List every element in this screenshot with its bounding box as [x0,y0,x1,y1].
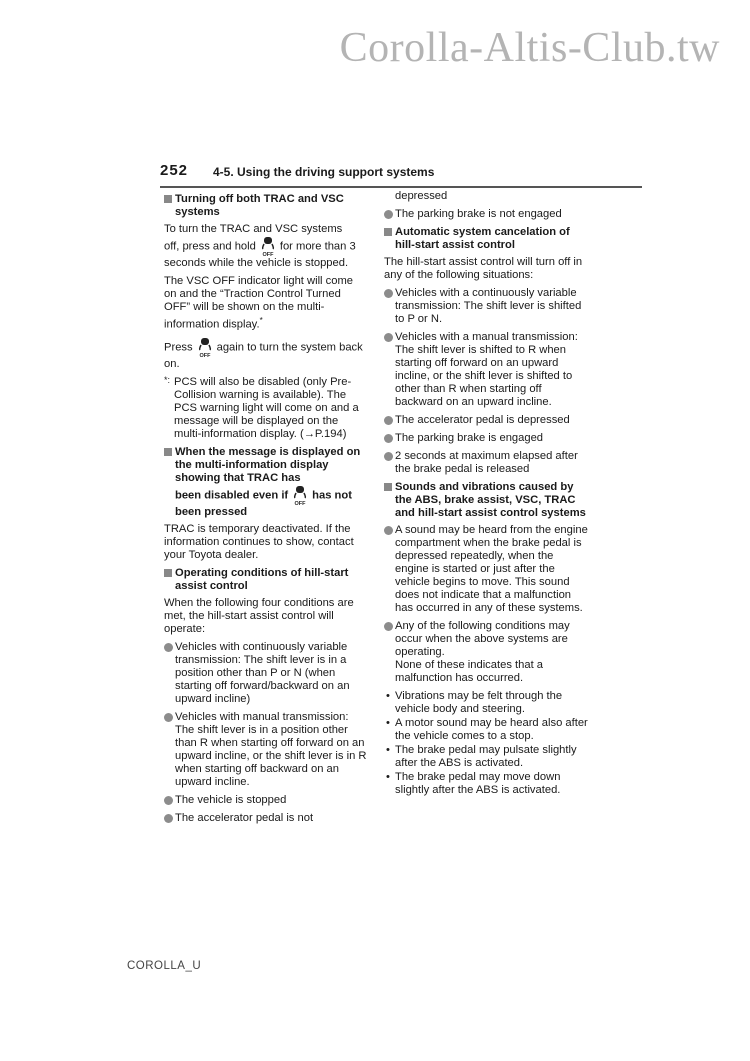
sub-list-item-text: Vibrations may be felt through the vehicle body and steering. [395,690,563,715]
list-item-text: The parking brake is not engaged [395,208,562,220]
sub-bullet-icon: • [386,771,390,783]
square-bullet-icon [384,228,392,236]
svg-text:OFF: OFF [199,352,211,358]
bullet-icon [384,333,393,342]
svg-text:OFF: OFF [294,500,306,506]
watermark: Corolla-Altis-Club.tw [339,25,720,71]
bullet-icon [164,814,173,823]
list-item-text: The vehicle is stopped [175,793,287,806]
text: The VSC OFF indicator light will come on and the “Traction Control Turned OFF” will be shown on the multi-information display. [164,275,354,331]
square-bullet-icon [164,195,172,203]
sub-list-item-text: The brake pedal may move down slightly after the ABS is activated. [395,771,561,796]
sub-bullet-icon: • [386,717,390,729]
heading-turning-off [164,193,367,219]
text: again to turn the system back on. [164,341,363,370]
text: Press [164,341,193,354]
list-item [384,432,589,445]
page-number: 252 [160,162,189,179]
list-item [384,414,589,427]
list-item-text: Vehicles with a continuously variable transmission: The shift lever is shifted to P or N. [395,287,582,325]
square-bullet-icon [384,483,392,491]
footnote-marker: * [259,316,263,325]
paragraph: When the following four conditions are met, the hill-start assist control will operate: [164,596,354,635]
sub-list-item-text: The brake pedal may pulsate slightly after the ABS is activated. [395,744,577,769]
list-item-text: Vehicles with a manual transmission: The shift lever is shifted to R when starting off forward on an upward incline, or the shift lever is shifted to other than R when starting off backward on an upward incline. [395,331,578,408]
list-item [384,450,589,476]
text: off, press and hold [164,240,256,253]
list-item [384,620,589,685]
list-item-text: The parking brake is engaged [395,432,544,444]
list-item-text: A sound may be heard from the engine compartment when the brake pedal is depressed repeatedly, when the engine is started or just after the vehicle begins to move. This sound does not indicate that a malfunction has occurred in any of these systems. [395,524,588,614]
heading-operating-conditions [164,567,367,593]
list-item-text: depressed [395,190,448,202]
list-item [164,711,367,789]
vsc-off-switch-icon [292,485,308,506]
sub-bullet-icon: • [386,744,390,756]
list-item [164,812,367,825]
list-item-text: 2 seconds at maximum elapsed after the brake pedal is released [395,450,578,475]
footer-model-code: COROLLA_U [127,960,202,972]
list-item-text: None of these indicates that a malfunction has occurred. [395,659,544,684]
sub-bullet-icon: • [386,690,390,702]
text: To turn the TRAC and VSC systems [164,223,343,235]
footnote-marker: *: [164,374,171,385]
left-column [164,190,367,830]
sub-list-item [384,690,589,716]
list-item-text: The accelerator pedal is not [175,811,314,824]
paragraph: The hill-start assist control will turn off in any of the following situations: [384,256,583,281]
heading-sounds-vibrations [384,481,589,520]
bullet-icon [164,796,173,805]
list-item-text: Vehicles with continuously variable transmission: The shift lever is in a position other than P or N (when starting off forward/backward on an upward incline) [175,640,350,705]
heading-text: Automatic system cancelation of hill-start assist control [395,226,570,251]
heading-text: been disabled even if [175,489,289,502]
bullet-icon [384,434,393,443]
list-item [384,208,589,221]
bullet-icon [384,210,393,219]
vsc-off-switch-icon [197,337,213,358]
text: for more than 3 seconds while the vehicle is stopped. [164,240,356,269]
sub-list-item [384,771,589,797]
sub-list-item [384,744,589,770]
list-item [164,641,367,706]
right-column [384,190,589,798]
list-item [384,331,589,409]
bullet-icon [384,416,393,425]
heading-text: When the message is displayed on the multi-information display showing that TRAC has [175,445,361,484]
paragraph [164,337,367,371]
bullet-icon [384,622,393,631]
list-item [164,794,367,807]
paragraph: TRAC is temporary deactivated. If the information continues to show, contact your Toyota dealer. [164,522,354,561]
square-bullet-icon [164,448,172,456]
footnote [164,376,367,441]
bullet-icon [164,643,173,652]
list-item-text: The accelerator pedal is depressed [395,414,570,426]
svg-text:OFF: OFF [262,252,274,257]
list-item [384,524,589,615]
heading-text: Operating conditions of hill-start assist control [175,566,349,592]
bullet-icon [384,452,393,461]
bullet-icon [384,289,393,298]
heading-text: Turning off both TRAC and VSC systems [175,193,344,218]
paragraph [164,223,367,270]
list-item-text: Vehicles with manual transmission: The shift lever is in a position other than R when starting off forward on an upward incline, or the shift lever is in R when starting off backward on an upward incline. [175,710,367,788]
square-bullet-icon [164,569,172,577]
sub-list-item [384,717,589,743]
heading-automatic-cancelation [384,226,589,252]
bullet-icon [384,526,393,535]
section-title: 4-5. Using the driving support systems [213,165,435,179]
heading-trac-message [164,446,367,519]
paragraph [164,275,367,332]
list-item-text: Any of the following conditions may occur when the above systems are operating. [395,620,570,658]
bullet-icon [164,713,173,722]
heading-text: Sounds and vibrations caused by the ABS, brake assist, VSC, TRAC and hill-start assist control systems [395,481,586,519]
heading-text: has not been pressed [175,489,352,518]
sub-list-item-text: A motor sound may be heard also after the vehicle comes to a stop. [395,717,588,742]
page-header [160,160,642,188]
footnote-text: PCS will also be disabled (only Pre-Collision warning is available). The PCS warning light will come on and a message will be displayed on the multi-information display. (→P.194) [174,375,359,440]
vsc-off-switch-icon [260,236,276,257]
list-item-continuation [384,190,589,203]
list-item [384,287,589,326]
